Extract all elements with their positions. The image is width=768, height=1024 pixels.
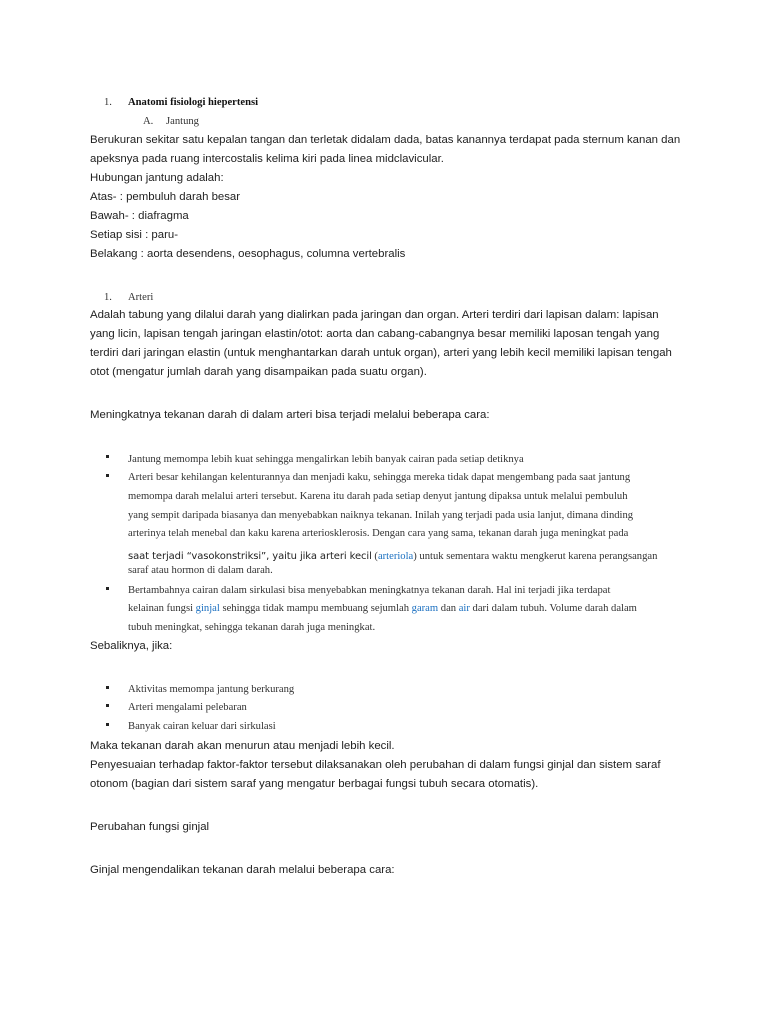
paragraph-line: Hubungan jantung adalah: [90, 172, 224, 184]
subsection-heading: Jantung [166, 116, 199, 127]
paragraph-line: otonom (bagian dari sistem saraf yang mengatur berbagai fungsi tubuh secara otomatis). [90, 778, 539, 790]
list-item-line: kelainan fungsi ginjal sehingga tidak mampu membuang sejumlah garam dan air dari dalam tubuh. Volume darah dalam [128, 603, 637, 614]
bullet-marker [106, 723, 109, 726]
paragraph-line: Ginjal mengendalikan tekanan darah melalui beberapa cara: [90, 864, 395, 876]
link-air[interactable]: air [458, 603, 470, 614]
paragraph-line: Maka tekanan darah akan menurun atau menjadi lebih kecil. [90, 740, 395, 752]
paragraph-line: apeksnya pada ruang intercostalis kelima kiri pada linea midclavicular. [90, 153, 444, 165]
link-arteriola[interactable]: arteriola [377, 551, 414, 562]
link-garam[interactable]: garam [411, 603, 439, 614]
list-item-line: saat terjadi “vasokonstriksi”, yaitu jika arteri kecil (arteriola) untuk sementara waktu mengkerut karena perangsangan [128, 551, 658, 562]
section-heading: Anatomi fisiologi hiepertensi [128, 97, 259, 108]
paragraph-line: otot (mengatur jumlah darah yang disampaikan pada suatu organ). [90, 366, 427, 378]
list-item: Banyak cairan keluar dari sirkulasi [128, 721, 276, 732]
bullet-marker [106, 587, 109, 590]
list-item: Jantung memompa lebih kuat sehingga mengalirkan lebih banyak cairan pada setiap detiknya [128, 454, 524, 465]
list-number: 1. [104, 292, 112, 303]
bullet-marker [106, 455, 109, 458]
list-item-line: yang sempit daripada biasanya dan menyebabkan naiknya tekanan. Inilah yang terjadi pada usia lanjut, dimana dinding [128, 510, 634, 521]
list-letter: A. [143, 116, 154, 127]
paragraph-line: Belakang : aorta desendens, oesophagus, columna vertebralis [90, 248, 406, 260]
list-item-line: tubuh meningkat, sehingga tekanan darah juga meningkat. [128, 622, 376, 633]
paragraph-line: Meningkatnya tekanan darah di dalam arteri bisa terjadi melalui beberapa cara: [90, 409, 490, 421]
paragraph-line: Berukuran sekitar satu kepalan tangan dan terletak didalam dada, batas kanannya terdapat pada sternum kanan dan [90, 134, 681, 146]
paragraph-line: Setiap sisi : paru- [90, 229, 178, 241]
handwritten-text: saat terjadi “vasokonstriksi”, yaitu jika arteri kecil [128, 551, 372, 562]
list-item-line: Arteri besar kehilangan kelenturannya dan menjadi kaku, sehingga mereka tidak dapat mengembang pada saat jantung [128, 472, 631, 483]
paragraph-line: Bawah- : diafragma [90, 210, 189, 222]
paragraph-line: Atas- : pembuluh darah besar [90, 191, 241, 203]
list-item-line: arterinya telah menebal dan kaku karena arteriosklerosis. Dengan cara yang sama, tekanan darah juga meningkat pada [128, 528, 629, 539]
list-item-line: saraf atau hormon di dalam darah. [128, 565, 273, 576]
paragraph-line: terdiri dari jaringan elastin (untuk menghantarkan darah untuk organ), arteri yang lebih kecil memiliki lapisan tengah [90, 347, 672, 359]
list-item-line: memompa darah melalui arteri tersebut. Karena itu darah pada setiap denyut jantung dipaksa untuk melalui pembuluh [128, 491, 628, 502]
list-number: 1. [104, 97, 112, 108]
bullet-marker [106, 686, 109, 689]
paragraph-line: Penyesuaian terhadap faktor-faktor tersebut dilaksanakan oleh perubahan di dalam fungsi ginjal dan sistem saraf [90, 759, 661, 771]
bullet-marker [106, 704, 109, 707]
paragraph-line: Adalah tabung yang dilalui darah yang dialirkan pada jaringan dan organ. Arteri terdiri dari lapisan dalam: lapisan [90, 309, 659, 321]
bullet-marker [106, 474, 109, 477]
paragraph-line: yang licin, lapisan tengah jaringan elastin/otot: aorta dan cabang-cabangnya besar memiliki laposan tengah yang [90, 328, 660, 340]
paragraph-line: Sebaliknya, jika: [90, 640, 173, 652]
section-heading: Perubahan fungsi ginjal [90, 821, 210, 833]
list-item-line: Bertambahnya cairan dalam sirkulasi bisa menyebabkan meningkatnya tekanan darah. Hal ini terjadi jika terdapat [128, 585, 611, 596]
subsection-heading: Arteri [128, 292, 154, 303]
list-item: Aktivitas memompa jantung berkurang [128, 684, 295, 695]
list-item: Arteri mengalami pelebaran [128, 702, 247, 713]
link-ginjal[interactable]: ginjal [195, 603, 220, 614]
